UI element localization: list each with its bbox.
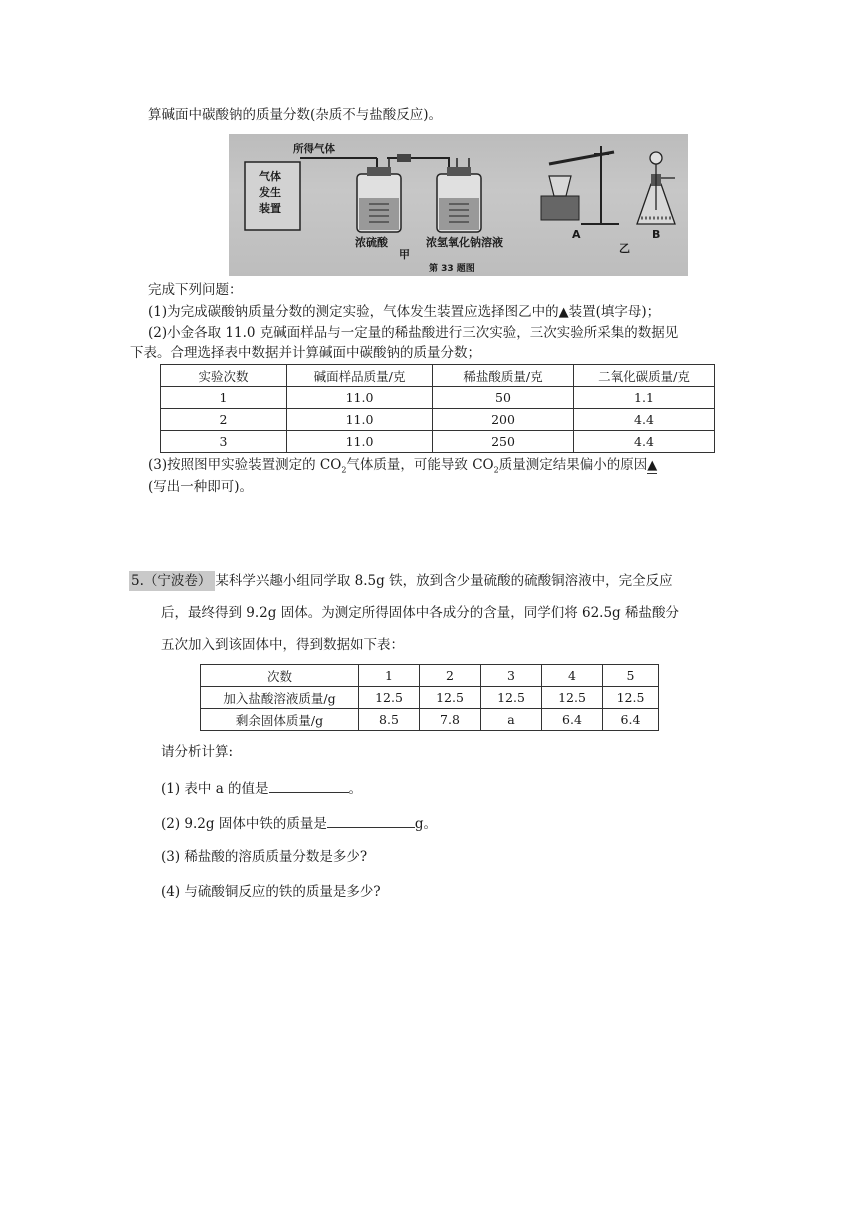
table-cell: 250 bbox=[433, 431, 574, 453]
table-header-cell: 3 bbox=[481, 665, 542, 687]
table-cell: 7.8 bbox=[420, 709, 481, 731]
jia-label: 甲 bbox=[399, 248, 410, 261]
table-row bbox=[201, 709, 659, 731]
q5-sub1: (1) 表中 a 的值是 。 bbox=[161, 778, 362, 798]
bottle1-label: 浓硫酸 bbox=[355, 236, 388, 249]
table-row bbox=[161, 387, 715, 409]
table-cell: 3 bbox=[161, 431, 287, 453]
table-cell: 6.4 bbox=[542, 709, 603, 731]
generator-label-2: 发生 bbox=[259, 186, 281, 199]
table-cell: 11.0 bbox=[287, 409, 433, 431]
table-cell: 11.0 bbox=[287, 431, 433, 453]
q5-sub4: (4) 与硫酸铜反应的铁的质量是多少? bbox=[161, 884, 381, 900]
table-header-row bbox=[201, 665, 659, 687]
q5-data-table bbox=[200, 664, 659, 731]
q5-sub2: (2) 9.2g 固体中铁的质量是 g。 bbox=[161, 813, 437, 833]
table-cell: 4.4 bbox=[574, 409, 715, 431]
table-row bbox=[201, 687, 659, 709]
table-cell: 200 bbox=[433, 409, 574, 431]
table-cell: a bbox=[481, 709, 542, 731]
table-cell: 12.5 bbox=[481, 687, 542, 709]
q4-intro-tail: 算碱面中碳酸钠的质量分数(杂质不与盐酸反应)。 bbox=[148, 107, 443, 123]
table-header-row bbox=[161, 365, 715, 387]
table-header-cell: 1 bbox=[359, 665, 420, 687]
q5-line1: 5.（宁波卷） 某科学兴趣小组同学取 8.5g 铁，放到含少量硫酸的硫酸铜溶液中，完全反应 bbox=[131, 573, 673, 589]
q4-data-table bbox=[160, 364, 715, 453]
table-header-cell: 5 bbox=[603, 665, 659, 687]
table-cell: 加入盐酸溶液质量/g bbox=[201, 687, 359, 709]
answer-blank-1[interactable] bbox=[269, 778, 349, 793]
table-header-cell: 二氧化碳质量/克 bbox=[574, 365, 715, 387]
analyze-prompt: 请分析计算: bbox=[161, 744, 234, 760]
q5-sub3: (3) 稀盐酸的溶质质量分数是多少? bbox=[161, 849, 368, 865]
yi-label: 乙 bbox=[619, 242, 630, 255]
bottle2-label: 浓氢氧化钠溶液 bbox=[426, 236, 503, 249]
apparatus-figure bbox=[229, 134, 688, 276]
table-cell: 4.4 bbox=[574, 431, 715, 453]
q4-part3-line1: (3)按照图甲实验装置测定的 $CO_2$气体质量，可能导致 $CO_2$质量测定结果偏小的原因▲ bbox=[148, 457, 658, 475]
gas-label: 所得气体 bbox=[293, 143, 335, 155]
table-cell: 6.4 bbox=[603, 709, 659, 731]
table-header-cell: 2 bbox=[420, 665, 481, 687]
table-cell: 1 bbox=[161, 387, 287, 409]
q4-part3-line2: (写出一种即可)。 bbox=[148, 479, 254, 495]
table-cell: 12.5 bbox=[420, 687, 481, 709]
table-header-cell: 4 bbox=[542, 665, 603, 687]
table-row bbox=[161, 409, 715, 431]
table-header-cell: 实验次数 bbox=[161, 365, 287, 387]
table-cell: 50 bbox=[433, 387, 574, 409]
table-header-cell: 稀盐酸质量/克 bbox=[433, 365, 574, 387]
table-cell: 11.0 bbox=[287, 387, 433, 409]
table-cell: 12.5 bbox=[359, 687, 420, 709]
b-label: B bbox=[652, 228, 661, 241]
q4-part2-line2: 下表。合理选择表中数据并计算碱面中碳酸钠的质量分数； bbox=[130, 345, 481, 361]
table-row bbox=[161, 431, 715, 453]
q5-line3: 五次加入到该固体中，得到数据如下表： bbox=[161, 637, 404, 653]
a-label: A bbox=[572, 228, 581, 241]
q5-line2: 后，最终得到 9.2g 固体。为测定所得固体中各成分的含量，同学们将 62.5g 稀盐酸分 bbox=[161, 605, 679, 621]
table-cell: 12.5 bbox=[542, 687, 603, 709]
source-tag: 5.（宁波卷） bbox=[129, 571, 215, 591]
table-cell: 12.5 bbox=[603, 687, 659, 709]
table-cell: 1.1 bbox=[574, 387, 715, 409]
table-cell: 2 bbox=[161, 409, 287, 431]
q4-part2-line1: (2)小金各取 11.0 克碱面样品与一定量的稀盐酸进行三次实验，三次实验所采集的数据见 bbox=[148, 325, 679, 341]
answer-blank-2[interactable] bbox=[327, 813, 415, 828]
table-header-cell: 碱面样品质量/克 bbox=[287, 365, 433, 387]
figure-caption: 第 33 题图 bbox=[429, 264, 475, 274]
generator-label-3: 装置 bbox=[259, 202, 281, 215]
q4-part1: (1)为完成碳酸钠质量分数的测定实验，气体发生装置应选择图乙中的▲装置(填字母)； bbox=[148, 304, 661, 320]
complete-prompt: 完成下列问题： bbox=[148, 282, 243, 298]
table-cell: 8.5 bbox=[359, 709, 420, 731]
generator-label-1: 气体 bbox=[259, 170, 281, 183]
table-cell: 剩余固体质量/g bbox=[201, 709, 359, 731]
apparatus-a-base bbox=[541, 196, 579, 220]
table-header-cell: 次数 bbox=[201, 665, 359, 687]
